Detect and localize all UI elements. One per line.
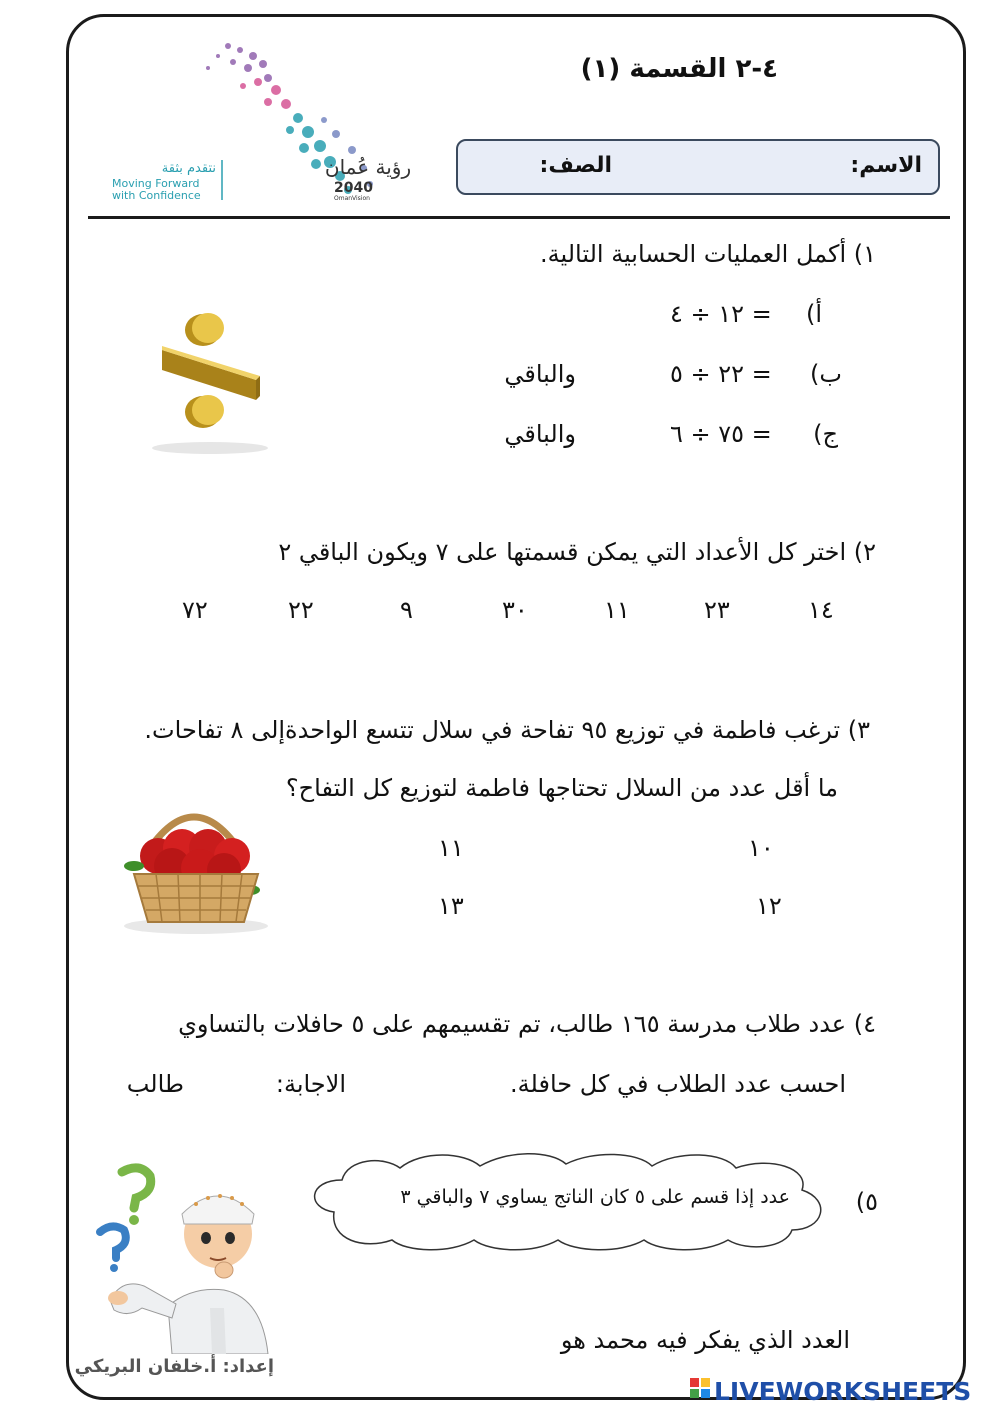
q5-number: ٥) [855, 1188, 878, 1216]
q2-option[interactable]: ٣٠ [502, 596, 528, 624]
page-title: ٤-٢ القسمة (١) [580, 54, 778, 84]
name-label: الاسم: [850, 153, 922, 178]
q2-option[interactable]: ١١ [604, 596, 630, 624]
q1-row-a-label: أ) [805, 300, 822, 328]
q2-option[interactable]: ٢٣ [704, 596, 730, 624]
apple-basket-icon [116, 794, 272, 934]
q3-option[interactable]: ١٢ [756, 892, 782, 920]
vision-small: OmanVision [334, 195, 370, 202]
author-credit: إعداد: أ.خلفان البريكي [74, 1356, 274, 1377]
q1-row-c-remainder: والباقي [504, 420, 576, 448]
q2-option[interactable]: ١٤ [808, 596, 834, 624]
q2-title: ٢) اختر كل الأعداد التي يمكن قسمتها على ٧ ويكون الباقي ٢ [278, 538, 876, 566]
q3-line2: ما أقل عدد من السلال تحتاجها فاطمة لتوزيع كل التفاح؟ [285, 774, 838, 802]
q2-option[interactable]: ٩ [400, 596, 413, 624]
q1-row-c-label: ج) [813, 420, 838, 448]
q3-option[interactable]: ١٠ [748, 834, 774, 862]
q3-option[interactable]: ١٣ [438, 892, 464, 920]
q3-option[interactable]: ١١ [438, 834, 464, 862]
q2-option[interactable]: ٧٢ [182, 596, 208, 624]
header-divider [88, 216, 950, 219]
slogan-ar: نتقدم بثقة [161, 161, 216, 176]
vision-year: 2040 [334, 180, 373, 196]
name-class-box [456, 139, 940, 195]
vision-text: رؤية عُمان [324, 155, 412, 179]
q1-title: ١) أكمل العمليات الحسابية التالية. [539, 240, 876, 268]
thinking-boy-icon [92, 1158, 276, 1354]
q2-option[interactable]: ٢٢ [288, 596, 314, 624]
q1-row-c-expr: ٧٥ ÷ ٦ = [670, 420, 772, 448]
q5-answer-text: العدد الذي يفكر فيه محمد هو [560, 1326, 850, 1354]
q1-row-b-label: ب) [810, 360, 842, 388]
liveworksheets-watermark [688, 1374, 994, 1408]
division-sign-icon [148, 308, 274, 454]
q1-row-a-expr: ١٢ ÷ ٤ = [670, 300, 772, 328]
q4-line1: ٤) عدد طلاب مدرسة ١٦٥ طالب، تم تقسيمهم على ٥ حافلات بالتساوي [178, 1010, 876, 1038]
q4-line2: احسب عدد الطلاب في كل حافلة. [510, 1070, 846, 1098]
q3-line1: ٣) ترغب فاطمة في توزيع ٩٥ تفاحة في سلال تتسع الواحدةإلى ٨ تفاحات. [144, 716, 870, 744]
slogan-en-1: Moving Forward [112, 177, 200, 190]
q1-row-b-remainder: والباقي [504, 360, 576, 388]
slogan-en-2: with Confidence [112, 189, 201, 202]
q4-answer-label: الاجابة: [275, 1070, 346, 1098]
oman-vision-logo [108, 34, 428, 214]
q4-unit: طالب [126, 1070, 184, 1098]
class-label: الصف: [539, 153, 612, 178]
q1-row-b-expr: ٢٢ ÷ ٥ = [670, 360, 772, 388]
q5-cloud-text: عدد إذا قسم على ٥ كان الناتج يساوي ٧ والباقي ٣ [400, 1186, 790, 1208]
watermark-text: LIVEWORKSHEETS [714, 1377, 972, 1406]
